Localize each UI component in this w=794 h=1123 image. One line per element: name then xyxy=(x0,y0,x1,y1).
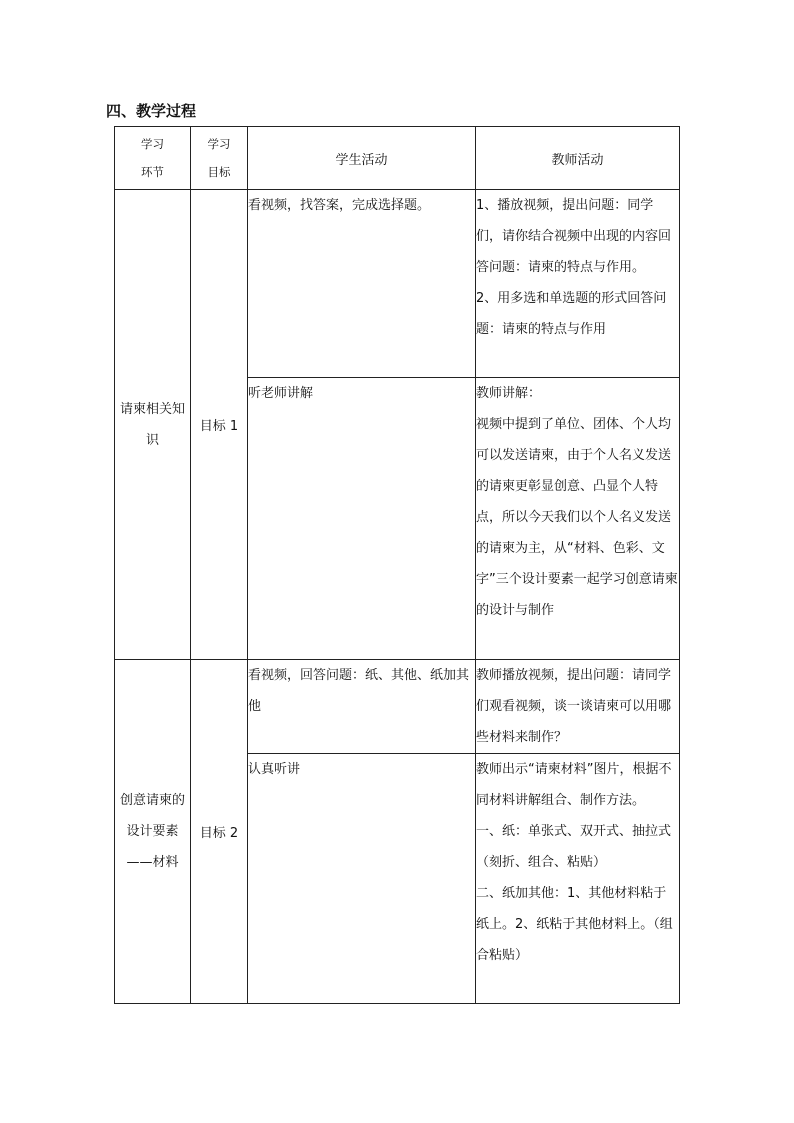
segment-cell: 创意请柬的设计要素——材料 xyxy=(115,660,191,1004)
teacher-activity-line: 2、用多选和单选题的形式回答问题：请柬的特点与作用 xyxy=(476,291,667,337)
teacher-activity-line: 教师出示“请柬材料”图片，根据不同材料讲解组合、制作方法。 xyxy=(476,762,672,808)
table-header-row xyxy=(115,127,680,190)
teacher-activity-cell xyxy=(476,754,680,1004)
teacher-activity-line: 1、播放视频，提出问题：同学们，请你结合视频中出现的内容回答问题：请柬的特点与作用。 xyxy=(476,198,672,275)
header-goal xyxy=(191,127,248,190)
student-activity-cell: 认真听讲 xyxy=(248,754,476,1004)
header-goal-line2: 目标 xyxy=(207,165,231,179)
teacher-activity-cell xyxy=(476,190,680,378)
student-activity-cell: 看视频，回答问题：纸、其他、纸加其他 xyxy=(248,660,476,754)
table-row xyxy=(115,190,680,378)
header-goal-line1: 学习 xyxy=(207,137,231,151)
segment-cell: 请柬相关知识 xyxy=(115,190,191,660)
student-activity-cell: 看视频，找答案，完成选择题。 xyxy=(248,190,476,378)
teacher-activity-line: 一、纸：单张式、双开式、抽拉式（刻折、组合、粘贴） xyxy=(476,824,672,870)
teacher-activity-cell xyxy=(476,660,680,754)
header-teacher-activity: 教师活动 xyxy=(476,127,680,190)
student-activity-cell: 听老师讲解 xyxy=(248,378,476,660)
teacher-activity-line: 教师播放视频，提出问题：请同学们观看视频，谈一谈请柬可以用哪些材料来制作？ xyxy=(476,668,672,745)
teacher-activity-line: 视频中提到了单位、团体、个人均可以发送请柬，由于个人名义发送的请柬更彰显创意、凸显个人特点，所以今天我们以个人名义发送的请柬为主，从“材料、色彩、文字”三个设计要素一起学习创意请柬的设计与制作 xyxy=(476,417,678,618)
header-student-activity: 学生活动 xyxy=(248,127,476,190)
section-title: 四、教学过程 xyxy=(106,102,197,120)
teacher-activity-line: 二、纸加其他：1、其他材料粘于纸上。2、纸粘于其他材料上。（组合粘贴） xyxy=(476,886,673,963)
header-segment xyxy=(115,127,191,190)
teacher-activity-cell xyxy=(476,378,680,660)
teacher-activity-line: 教师讲解： xyxy=(476,386,542,401)
teaching-process-table xyxy=(114,126,680,1004)
goal-cell: 目标 1 xyxy=(191,190,248,660)
goal-cell: 目标 2 xyxy=(191,660,248,1004)
header-segment-line2: 环节 xyxy=(141,165,164,179)
header-segment-line1: 学习 xyxy=(141,137,164,151)
table-row xyxy=(115,660,680,754)
